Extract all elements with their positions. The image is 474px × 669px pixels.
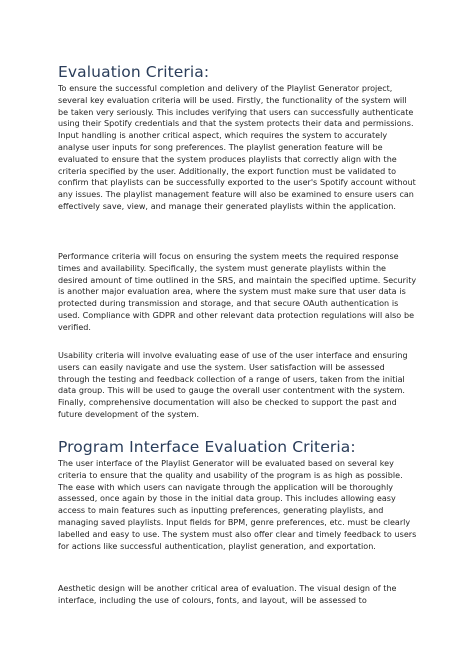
paragraph-aesthetic-design: Aesthetic design will be another critical area of evaluation. The visual design of the interface, including the use of colours, fonts, and layout, will be assessed to <box>58 584 397 605</box>
section-heading-evaluation-criteria: Evaluation Criteria: <box>58 63 210 81</box>
paragraph-performance: Performance criteria will focus on ensuring the system meets the required response times and availability. Specifically, the system must generate playlists within the desired amount of time outlined in the SRS, and maintain the specified uptime. Security is another major evaluation area, where the system must make sure that user data is protected during transmission and storage, and that secure OAuth authentication is used. Compliance with GDPR and other relevant data protection regulations will also be verified. <box>58 252 417 332</box>
paragraph-interface-navigation: The user interface of the Playlist Generator will be evaluated based on several key criteria to ensure that the quality and usability of the program is as high as possible. The ease with which users can navigate through the application will be thoroughly assessed, once again by those in the initial data group. This includes allowing easy access to main features such as inputting preferences, generating playlists, and managing saved playlists. Input fields for BPM, genre preferences, etc. must be clearly labelled and easy to use. The system must also offer clear and timely feedback to users for actions like successful authentication, playlist generation, and exportation. <box>58 459 417 551</box>
paragraph-usability: Usability criteria will involve evaluating ease of use of the user interface and ensuring users can easily navigate and use the system. User satisfaction will be assessed through the testing and feedback collection of a range of users, taken from the initial data group. This will be used to gauge the overall user contentment with the system. Finally, comprehensive documentation will also be checked to support the past and future development of the system. <box>58 351 408 419</box>
section-heading-program-interface-evaluation-criteria: Program Interface Evaluation Criteria: <box>58 438 356 456</box>
paragraph-functionality: To ensure the successful completion and delivery of the Playlist Generator project, several key evaluation criteria will be used. Firstly, the functionality of the system will be taken very seriously. This includes verifying that users can successfully authenticate using their Spotify credentials and that the system protects their data and permissions. Input handling is another critical aspect, which requires the system to accurately analyse user inputs for song preferences. The playlist generation feature will be evaluated to ensure that the system produces playlists that correctly align with the criteria specified by the user. Additionally, the export function must be validated to confirm that playlists can be successfully exported to the user's Spotify account without any issues. The playlist management feature will also be examined to ensure users can effectively save, view, and manage their generated playlists within the application. <box>58 84 416 211</box>
